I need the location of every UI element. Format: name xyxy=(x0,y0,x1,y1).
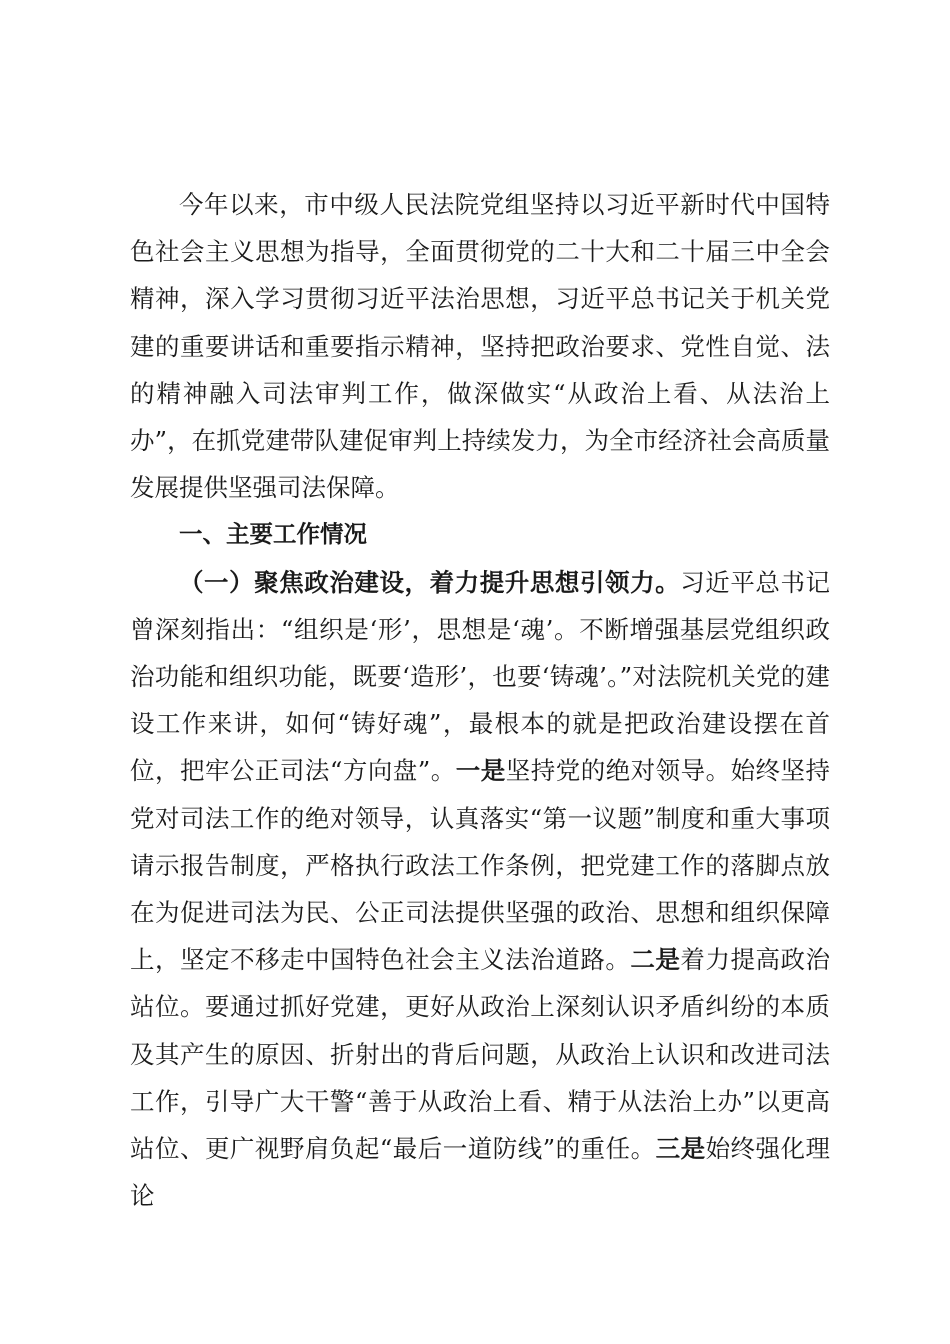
subsection-lead: 习近平总书记曾深刻指出：“组织是‘形’，思想是‘魂’。不断增强基层党组织政治功能和组织功能，既要‘造形’，也要‘铸魂’。”对法院机关党的建设工作来讲，如何“铸好魂”，最根本的就是把政治建设摆在首位，把牢公正司法“方向盘”。 xyxy=(130,567,831,786)
intro-paragraph xyxy=(130,181,830,511)
subsection-paragraph xyxy=(130,559,830,1220)
subsection-title: （一）聚焦政治建设，着力提升思想引领力。 xyxy=(179,567,681,597)
document-body xyxy=(130,181,830,1219)
point-3-label: 三是 xyxy=(655,1134,706,1164)
section-heading: 一、主要工作情况 xyxy=(179,520,367,549)
point-2-label: 二是 xyxy=(630,945,681,975)
point-3-text: 始终强化理论 xyxy=(130,1134,830,1211)
point-1-text: 坚持党的绝对领导。始终坚持党对司法工作的绝对领导，认真落实“第一议题”制度和重大事项请示报告制度，严格执行政法工作条例，把党建工作的落脚点放在为促进司法为民、公正司法提供坚强的政治、思想和组织保障上，坚定不移走中国特色社会主义法治道路。 xyxy=(130,756,831,975)
point-1-label: 一是 xyxy=(455,756,506,786)
intro-text: 今年以来，市中级人民法院党组坚持以习近平新时代中国特色社会主义思想为指导，全面贯彻党的二十大和二十届三中全会精神，深入学习贯彻习近平法治思想，习近平总书记关于机关党建的重要讲话和重要指示精神，坚持把政治要求、党性自觉、法的精神融入司法审判工作，做深做实“从政治上看、从法治上办”，在抓党建带队建促审判上持续发力，为全市经济社会高质量发展提供坚强司法保障。 xyxy=(130,190,830,503)
point-2-text: 着力提高政治站位。要通过抓好党建，更好从政治上深刻认识矛盾纠纷的本质及其产生的原因、折射出的背后问题，从政治上认识和改进司法工作，引导广大干警“善于从政治上看、精于从法治上办”以更高站位、更广视野肩负起“最后一道防线”的重任。 xyxy=(130,945,831,1164)
